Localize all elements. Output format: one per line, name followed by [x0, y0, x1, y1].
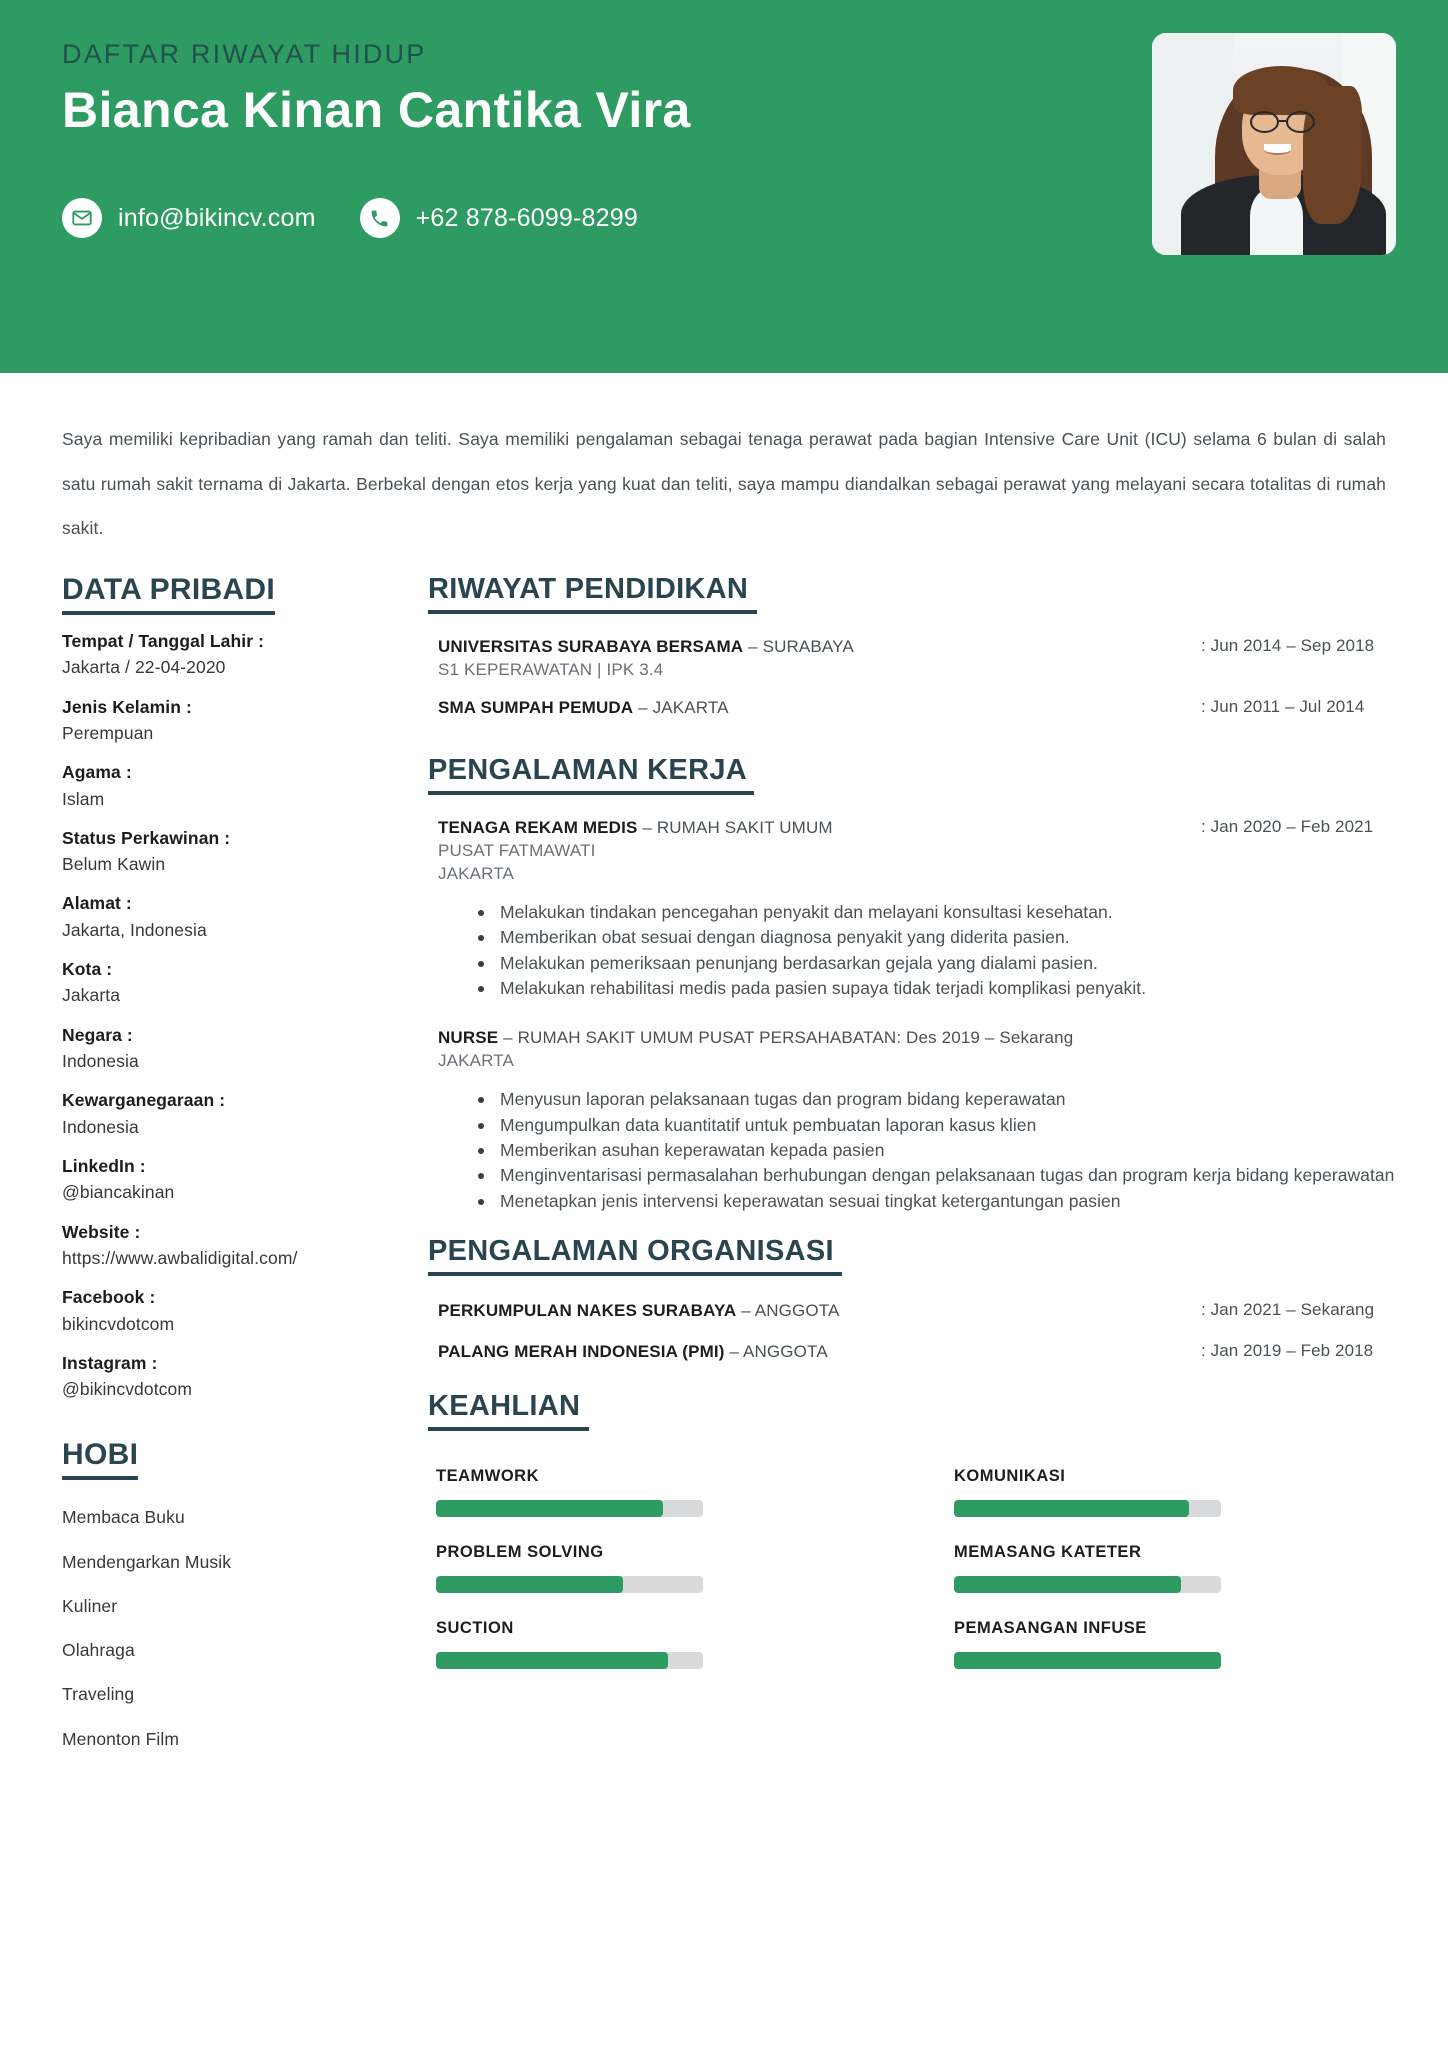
list-item	[62, 695, 402, 747]
list-item	[62, 1220, 402, 1272]
field-label: Kewarganegaraan :	[62, 1090, 226, 1111]
work-bullets	[474, 901, 1404, 1001]
section-heading-hobbies: HOBI	[62, 1438, 138, 1480]
work-entry	[428, 1027, 1404, 1214]
list-item	[62, 1023, 402, 1075]
profile-photo	[1152, 33, 1396, 255]
section-heading-organization: PENGALAMAN ORGANISASI	[428, 1235, 842, 1276]
skill-item	[954, 1467, 1404, 1517]
field-label: Negara :	[62, 1024, 133, 1045]
list-item: Membaca Buku	[62, 1507, 185, 1528]
separator: –	[724, 1342, 744, 1362]
personal-data-list	[62, 629, 402, 1403]
work-company-line2: PUSAT FATMAWATI	[438, 841, 596, 861]
field-value: Jakarta	[62, 985, 121, 1006]
separator: –	[743, 636, 763, 656]
field-value[interactable]: @biancakinan	[62, 1182, 175, 1203]
field-value: Perempuan	[62, 722, 154, 743]
section-heading-personal-data: DATA PRIBADI	[62, 573, 275, 615]
field-value[interactable]: @bikincvdotcom	[62, 1379, 193, 1400]
list-item: Melakukan rehabilitasi medis pada pasien supaya tidak terjadi komplikasi penyakit.	[474, 977, 1404, 1000]
skill-label: TEAMWORK	[436, 1467, 539, 1486]
skill-item	[436, 1619, 886, 1669]
skill-item	[436, 1467, 886, 1517]
field-label: Website :	[62, 1221, 141, 1242]
right-column	[420, 573, 1404, 1770]
hobbies-list	[62, 1504, 402, 1752]
work-company: RUMAH SAKIT UMUM	[656, 818, 833, 838]
separator: –	[736, 1301, 755, 1321]
list-item	[62, 629, 402, 681]
field-label: Agama :	[62, 762, 132, 783]
education-org: UNIVERSITAS SURABAYA BERSAMA	[438, 636, 744, 656]
work-entry	[428, 817, 1404, 1001]
education-org: SMA SUMPAH PEMUDA	[438, 698, 634, 718]
list-item: Mendengarkan Musik	[62, 1551, 232, 1572]
separator: –	[637, 818, 657, 838]
education-title	[438, 697, 1189, 720]
candidate-name: Bianca Kinan Cantika Vira	[62, 82, 691, 139]
phone-text: +62 878-6099-8299	[415, 203, 638, 232]
field-value: Belum Kawin	[62, 854, 166, 875]
skill-item	[954, 1619, 1404, 1669]
skills-grid	[428, 1467, 1404, 1669]
field-value: Jakarta, Indonesia	[62, 919, 207, 940]
education-location: JAKARTA	[652, 698, 729, 718]
organization-entry	[428, 1300, 1404, 1323]
skill-progress-track	[954, 1500, 1221, 1517]
field-value: Jakarta / 22-04-2020	[62, 657, 226, 678]
education-entry	[428, 636, 1404, 681]
list-item	[62, 1154, 402, 1206]
work-section	[428, 754, 1404, 1213]
section-heading-work: PENGALAMAN KERJA	[428, 754, 754, 795]
list-item	[62, 1285, 402, 1337]
document-type-label: DAFTAR RIWAYAT HIDUP	[62, 39, 427, 69]
skill-label: KOMUNIKASI	[954, 1467, 1066, 1486]
work-position: NURSE	[438, 1027, 499, 1047]
field-label: Instagram :	[62, 1352, 158, 1373]
skill-label: PROBLEM SOLVING	[436, 1543, 604, 1562]
education-entry	[428, 697, 1404, 720]
list-item	[62, 760, 402, 812]
organization-section	[428, 1235, 1404, 1364]
list-item: Traveling	[62, 1684, 135, 1705]
list-item	[62, 891, 402, 943]
list-item: Memberikan obat sesuai dengan diagnosa penyakit yang diderita pasien.	[474, 926, 1404, 949]
organization-date: : Jan 2021 – Sekarang	[1201, 1300, 1375, 1320]
education-location: SURABAYA	[762, 636, 854, 656]
field-label: Status Perkawinan :	[62, 827, 231, 848]
list-item	[62, 1351, 402, 1403]
left-column	[62, 573, 402, 1770]
list-item: Menginventarisasi permasalahan berhubungan dengan pelaksanaan tugas dan program kerja bidang keperawatan	[474, 1164, 1404, 1187]
skills-section	[428, 1390, 1404, 1669]
organization-role: ANGGOTA	[754, 1301, 840, 1321]
skill-item	[954, 1543, 1404, 1593]
list-item: Melakukan tindakan pencegahan penyakit dan melayani konsultasi kesehatan.	[474, 901, 1404, 924]
phone-icon	[360, 198, 400, 238]
section-heading-skills: KEAHLIAN	[428, 1390, 589, 1431]
list-item: Menyusun laporan pelaksanaan tugas dan program bidang keperawatan	[474, 1088, 1404, 1111]
skill-label: MEMASANG KATETER	[954, 1543, 1142, 1562]
skill-progress-track	[436, 1500, 703, 1517]
skill-label: SUCTION	[436, 1619, 514, 1638]
hobbies-section	[62, 1438, 402, 1752]
education-date: : Jun 2014 – Sep 2018	[1201, 635, 1375, 655]
organization-date: : Jan 2019 – Feb 2018	[1201, 1341, 1374, 1361]
list-item	[62, 1088, 402, 1140]
organization-entry	[428, 1341, 1404, 1364]
skill-progress-track	[436, 1652, 703, 1669]
work-company: RUMAH SAKIT UMUM PUSAT PERSAHABATAN	[517, 1027, 897, 1047]
envelope-icon	[62, 198, 102, 238]
work-title	[438, 1027, 1404, 1050]
list-item	[62, 826, 402, 878]
education-date: : Jun 2011 – Jul 2014	[1201, 697, 1365, 717]
field-label: Tempat / Tanggal Lahir :	[62, 630, 265, 651]
profile-summary: Saya memiliki kepribadian yang ramah dan teliti. Saya memiliki pengalaman sebagai tenaga perawat pada bagian Intensive Care Unit (ICU) selama 6 bulan di salah satu rumah sakit ternama di Jakarta. Berbekal dengan etos kerja yang kuat dan teliti, saya mampu diandalkan sebagai perawat yang melayani secara totalitas di rumah sakit.	[62, 429, 1386, 539]
skill-progress-track	[954, 1576, 1221, 1593]
organization-title	[438, 1300, 1189, 1323]
list-item: Memberikan asuhan keperawatan kepada pasien	[474, 1139, 1404, 1162]
education-section	[428, 573, 1404, 720]
work-bullets	[474, 1088, 1404, 1213]
organization-title	[438, 1341, 1189, 1364]
field-label: Jenis Kelamin :	[62, 696, 192, 717]
separator: –	[633, 698, 653, 718]
skill-item	[436, 1543, 886, 1593]
skill-progress-fill	[436, 1652, 668, 1669]
skill-progress-fill	[954, 1500, 1189, 1517]
list-item: Menonton Film	[62, 1728, 180, 1749]
contact-phone[interactable]	[360, 198, 638, 238]
work-date: : Jan 2020 – Feb 2021	[1201, 817, 1374, 837]
skill-label: PEMASANGAN INFUSE	[954, 1619, 1147, 1638]
list-item: Kuliner	[62, 1595, 118, 1616]
email-text: info@bikincv.com	[118, 203, 316, 232]
skill-progress-track	[954, 1652, 1221, 1669]
field-label: Alamat :	[62, 893, 132, 914]
field-value: Indonesia	[62, 1116, 139, 1137]
skill-progress-fill	[436, 1500, 663, 1517]
field-label: Facebook :	[62, 1287, 156, 1308]
cv-header	[0, 0, 1448, 373]
contact-email[interactable]	[62, 198, 316, 238]
list-item: Melakukan pemeriksaan penunjang berdasarkan gejala yang dialami pasien.	[474, 952, 1404, 975]
education-detail: S1 KEPERAWATAN | IPK 3.4	[438, 659, 664, 679]
field-value[interactable]: bikincvdotcom	[62, 1313, 175, 1334]
work-date-inline: : Des 2019 – Sekarang	[896, 1027, 1074, 1047]
field-value: Indonesia	[62, 1051, 139, 1071]
skill-progress-track	[436, 1576, 703, 1593]
skill-progress-fill	[954, 1576, 1181, 1593]
field-label: LinkedIn :	[62, 1155, 146, 1176]
list-item: Mengumpulkan data kuantitatif untuk pembuatan laporan kasus klien	[474, 1114, 1404, 1137]
list-item	[62, 957, 402, 1009]
content-columns	[0, 551, 1448, 1770]
work-company-line2: JAKARTA	[438, 1050, 514, 1070]
list-item: Olahraga	[62, 1640, 135, 1661]
organization-role: ANGGOTA	[743, 1342, 828, 1362]
section-heading-education: RIWAYAT PENDIDIKAN	[428, 573, 757, 614]
work-company-line3: JAKARTA	[438, 863, 514, 883]
skill-progress-fill	[954, 1652, 1221, 1669]
work-title	[438, 817, 1189, 840]
list-item: Menetapkan jenis intervensi keperawatan sesuai tingkat ketergantungan pasien	[474, 1190, 1404, 1213]
separator: –	[498, 1027, 518, 1047]
organization-name: PERKUMPULAN NAKES SURABAYA	[438, 1301, 737, 1321]
skill-progress-fill	[436, 1576, 623, 1593]
work-position: TENAGA REKAM MEDIS	[438, 818, 638, 838]
organization-name: PALANG MERAH INDONESIA (PMI)	[438, 1342, 725, 1362]
field-value: Islam	[62, 788, 105, 809]
field-value[interactable]: https://www.awbalidigital.com/	[62, 1247, 298, 1268]
education-title	[438, 636, 1189, 659]
field-label: Kota :	[62, 959, 113, 979]
